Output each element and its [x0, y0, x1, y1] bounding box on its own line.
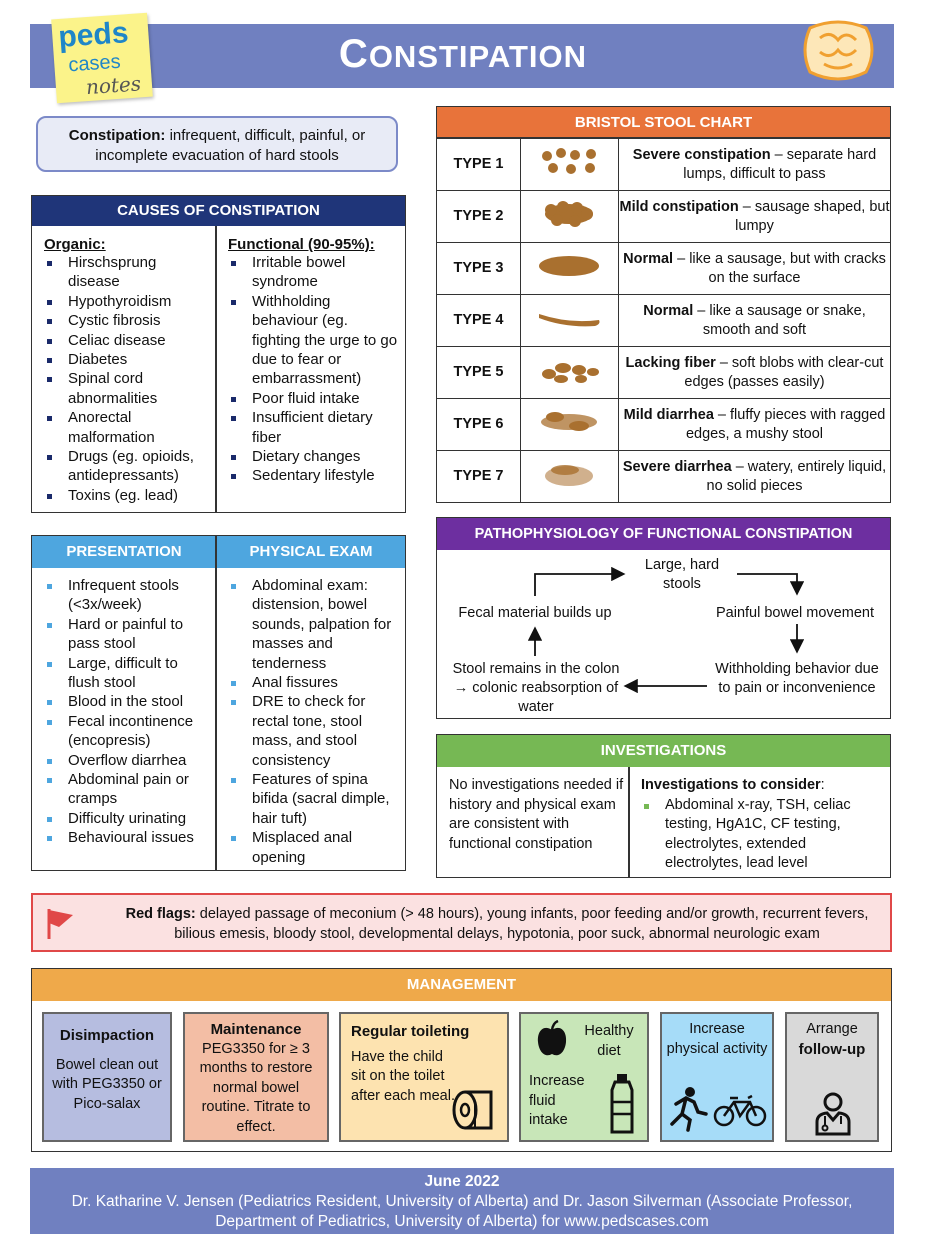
stool-type-label: TYPE 1	[437, 139, 521, 191]
patho-arrows	[437, 518, 890, 718]
exam-item: Features of spina bifida (sacral dimple, hair tuft)	[228, 770, 400, 828]
exam-item: Anal fissures	[228, 673, 400, 692]
investigations-not-needed: No investigations needed if history and physical exam are consistent with functional constipation	[449, 777, 624, 852]
red-flag-icon	[43, 905, 79, 941]
apple-icon	[535, 1020, 569, 1058]
footer: June 2022 Dr. Katharine V. Jensen (Pediatrics Resident, University of Alberta) and Dr. Jason Silverman (Associate Professor, Department of Pediatrics, University of Alberta) for www.pedscases.com	[30, 1168, 894, 1234]
functional-cause-item: Sedentary lifestyle	[228, 466, 400, 485]
bristol-row	[437, 451, 891, 503]
functional-cause-item: Dietary changes	[228, 447, 400, 466]
presentation-item: Infrequent stools (<3x/week)	[44, 576, 212, 615]
organic-cause-item: Hypothyroidism	[44, 292, 212, 311]
organic-causes-list	[44, 253, 212, 505]
organic-cause-item: Drugs (eg. opioids, antidepressants)	[44, 447, 212, 486]
organic-cause-item: Anorectal malformation	[44, 408, 212, 447]
stool-type-7-icon	[521, 451, 619, 503]
maintenance-card: Maintenance PEG3350 for ≥ 3 months to restore normal bowel routine. Titrate to effect.	[183, 1012, 329, 1142]
presentation-list	[44, 576, 212, 848]
management-header: MANAGEMENT	[32, 969, 891, 1001]
doctor-icon	[813, 1092, 853, 1136]
presentation-exam-box	[31, 535, 406, 871]
toileting-card: Regular toileting Have the child sit on the toilet after each meal.	[339, 1012, 509, 1142]
stool-type-6-icon	[521, 399, 619, 451]
presentation-item: Blood in the stool	[44, 692, 212, 711]
running-cycling-icon	[668, 1084, 768, 1132]
bristol-header: BRISTOL STOOL CHART	[436, 106, 891, 138]
patho-large-hard-stools: Large, hard stools	[644, 557, 720, 592]
page-title: CONSTIPATION	[338, 32, 588, 76]
functional-causes-list	[228, 253, 400, 486]
water-bottle-icon	[609, 1072, 635, 1136]
presentation-item: Behavioural issues	[44, 828, 212, 847]
investigations-box	[436, 734, 891, 878]
stool-description: Mild constipation – sausage shaped, but lumpy	[619, 191, 891, 243]
presentation-item: Fecal incontinence (encopresis)	[44, 712, 212, 751]
patho-fecal-buildup: Fecal material builds up	[458, 605, 612, 621]
organic-label: Organic:	[44, 236, 106, 253]
organic-cause-item: Toxins (eg. lead)	[44, 486, 212, 505]
patho-header: PATHOPHYSIOLOGY OF FUNCTIONAL CONSTIPATION	[437, 518, 890, 550]
patho-stool-remains: Stool remains in the colon → colonic reabsorption of water	[452, 661, 620, 715]
definition-box: Constipation: infrequent, difficult, painful, or incomplete evacuation of hard stools	[36, 116, 398, 172]
activity-card: Increase physical activity	[660, 1012, 774, 1142]
organic-cause-item: Diabetes	[44, 350, 212, 369]
investigations-consider: Investigations to consider: Abdominal x-ray, TSH, celiac testing, HgA1C, CF testing, electrolytes, extended electrolytes, lead level	[641, 776, 887, 874]
page-title-text: ONSTIPATION	[368, 39, 588, 74]
stool-type-label: TYPE 3	[437, 243, 521, 295]
stool-description: Lacking fiber – soft blobs with clear-cut edges (passes easily)	[619, 347, 891, 399]
presentation-header: PRESENTATION	[32, 536, 216, 568]
exam-header: PHYSICAL EXAM	[217, 536, 405, 568]
stool-type-label: TYPE 5	[437, 347, 521, 399]
intestine-icon	[790, 10, 886, 90]
organic-cause-item: Cystic fibrosis	[44, 311, 212, 330]
stool-description: Severe diarrhea – watery, entirely liquid, no solid pieces	[619, 451, 891, 503]
stool-description: Normal – like a sausage, but with cracks on the surface	[619, 243, 891, 295]
presentation-item: Hard or painful to pass stool	[44, 615, 212, 654]
diet-fluid-card: Healthy diet Increase fluid intake	[519, 1012, 649, 1142]
presentation-item: Overflow diarrhea	[44, 751, 212, 770]
stool-type-label: TYPE 7	[437, 451, 521, 503]
exam-item: Misplaced anal opening	[228, 828, 400, 867]
bristol-row	[437, 191, 891, 243]
organic-cause-item: Hirschsprung disease	[44, 253, 212, 292]
stool-type-1-icon	[521, 139, 619, 191]
bristol-stool-table	[436, 138, 891, 503]
stool-type-3-icon	[521, 243, 619, 295]
stool-description: Mild diarrhea – fluffy pieces with ragged edges, a mushy stool	[619, 399, 891, 451]
patho-painful-bm: Painful bowel movement	[716, 605, 874, 621]
stool-type-2-icon	[521, 191, 619, 243]
functional-cause-item: Withholding behaviour (eg. fighting the urge to go due to fear or embarrassment)	[228, 292, 400, 389]
exam-list	[228, 576, 400, 867]
stool-description: Severe constipation – separate hard lumps, difficult to pass	[619, 139, 891, 191]
toilet-paper-icon	[451, 1088, 499, 1132]
functional-label: Functional (90-95%):	[228, 236, 375, 253]
disimpaction-card: Disimpaction Bowel clean out with PEG3350 or Pico-salax	[42, 1012, 172, 1142]
bristol-row	[437, 243, 891, 295]
causes-header: CAUSES OF CONSTIPATION	[32, 196, 405, 226]
follow-up-card: Arrange follow-up	[785, 1012, 879, 1142]
exam-item: DRE to check for rectal tone, stool mass, and stool consistency	[228, 692, 400, 770]
presentation-item: Large, difficult to flush stool	[44, 654, 212, 693]
stool-type-4-icon	[521, 295, 619, 347]
functional-cause-item: Irritable bowel syndrome	[228, 253, 400, 292]
stool-type-label: TYPE 2	[437, 191, 521, 243]
bristol-row	[437, 347, 891, 399]
stool-description: Normal – like a sausage or snake, smooth and soft	[619, 295, 891, 347]
causes-box	[31, 195, 406, 513]
presentation-item: Abdominal pain or cramps	[44, 770, 212, 809]
organic-cause-item: Celiac disease	[44, 331, 212, 350]
functional-cause-item: Insufficient dietary fiber	[228, 408, 400, 447]
investigations-header: INVESTIGATIONS	[437, 735, 890, 767]
bristol-row	[437, 295, 891, 347]
exam-item: Abdominal exam: distension, bowel sounds, palpation for masses and tenderness	[228, 576, 400, 673]
patho-withholding: Withholding behavior due to pain or inconvenience	[715, 661, 879, 696]
stool-type-label: TYPE 6	[437, 399, 521, 451]
bristol-row	[437, 139, 891, 191]
stool-type-label: TYPE 4	[437, 295, 521, 347]
pedscases-logo: peds cases notes	[51, 13, 153, 103]
patho-box	[436, 517, 891, 719]
bristol-row	[437, 399, 891, 451]
organic-cause-item: Spinal cord abnormalities	[44, 369, 212, 408]
stool-type-5-icon	[521, 347, 619, 399]
red-flags-box: Red flags: delayed passage of meconium (> 48 hours), young infants, poor feeding and/or growth, recurrent fevers, bilious emesis, bloody stool, developmental delays, hypotonia, poor suck, abnormal neurologic exam	[31, 893, 892, 952]
presentation-item: Difficulty urinating	[44, 809, 212, 828]
functional-cause-item: Poor fluid intake	[228, 389, 400, 408]
